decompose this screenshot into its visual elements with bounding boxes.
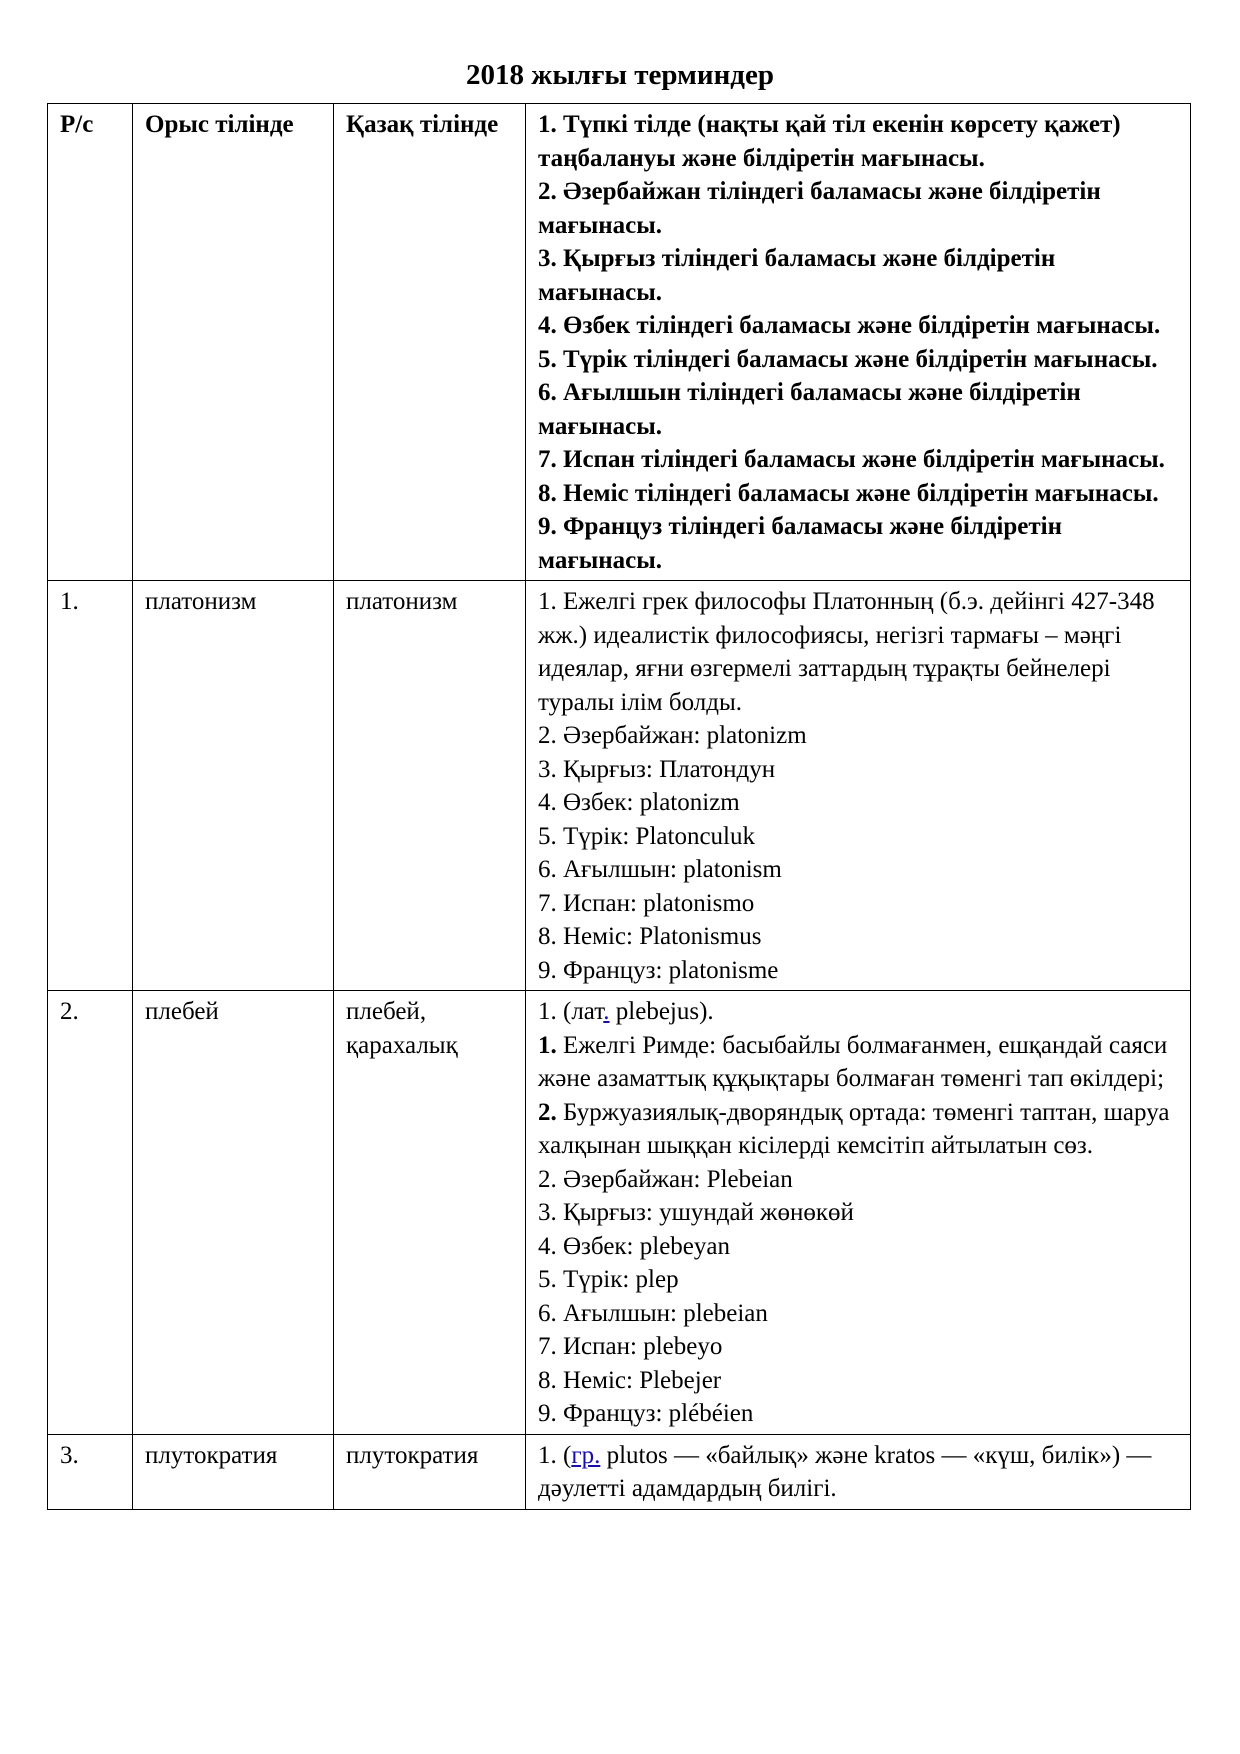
term-kazakh: плебей, қарахалық xyxy=(334,991,526,1435)
header-num: Р/с xyxy=(48,104,133,581)
desc-line: 4. Өзбек: platonizm xyxy=(538,789,740,816)
desc-line: 6. Ағылшын: platonism xyxy=(538,856,782,883)
table-row xyxy=(48,991,1191,1435)
desc-text: 1. ( xyxy=(538,1441,572,1469)
abbrev-link[interactable]: . xyxy=(603,998,610,1025)
header-desc-line: 5. Түрік тіліндегі баламасы және білдіретін мағынасы. xyxy=(538,345,1158,373)
desc-text: plutos — «байлық» және kratos — «күш, билік») — дәулетті адамдардың билігі. xyxy=(538,1441,1152,1502)
page-title: 2018 жылғы терминдер xyxy=(466,59,774,91)
header-desc-line: 3. Қырғыз тіліндегі баламасы және білдіретін мағынасы. xyxy=(538,245,1056,306)
definition-number: 2. xyxy=(538,1098,557,1126)
desc-line: 2. Әзербайжан: Plebeian xyxy=(538,1165,793,1193)
header-desc-line: 6. Ағылшын тіліндегі баламасы және білдіретін мағынасы. xyxy=(538,379,1081,440)
table-header-row xyxy=(48,104,1191,581)
term-russian: плебей xyxy=(133,991,334,1435)
desc-line: 9. Француз: platonisme xyxy=(538,956,779,984)
desc-intro-text: 1. (лат xyxy=(538,998,604,1025)
header-desc-line: 9. Француз тіліндегі баламасы және білдіретін мағынасы. xyxy=(538,513,1063,574)
abbrev-link[interactable]: гр. xyxy=(571,1441,601,1469)
desc-intro-text: plebejus). xyxy=(609,998,714,1025)
desc-line: 8. Неміс: Plebejer xyxy=(538,1366,722,1394)
row-num: 2. xyxy=(48,991,133,1435)
table-row xyxy=(48,581,1191,991)
term-description xyxy=(526,991,1191,1435)
term-description xyxy=(526,1434,1191,1509)
desc-line: 4. Өзбек: plebeyan xyxy=(538,1232,730,1260)
header-description xyxy=(526,104,1191,581)
header-desc-line: 4. Өзбек тіліндегі баламасы және білдіретін мағынасы. xyxy=(538,312,1161,339)
desc-line: 8. Неміс: Platonismus xyxy=(538,923,762,950)
definition-number: 1. xyxy=(538,1031,557,1059)
term-russian: платонизм xyxy=(133,581,334,991)
term-kazakh: платонизм xyxy=(334,581,526,991)
row-num: 3. xyxy=(48,1434,133,1509)
header-russian: Орыс тілінде xyxy=(133,104,334,581)
desc-line: 7. Испан: plebeyo xyxy=(538,1333,723,1360)
definition-text: Буржуазиялық-дворяндық ортада: төменгі таптан, шаруа халқынан шыққан кісілерді кемсітіп айтылатын сөз. xyxy=(538,1098,1170,1159)
desc-line: 5. Түрік: Platonculuk xyxy=(538,822,755,850)
term-russian: плутократия xyxy=(133,1434,334,1509)
desc-line: 3. Қырғыз: Платондун xyxy=(538,755,776,783)
definition-1 xyxy=(538,1029,1181,1096)
desc-line: 5. Түрік: plep xyxy=(538,1266,679,1293)
desc-line: 6. Ағылшын: plebeian xyxy=(538,1299,768,1327)
term-description xyxy=(526,581,1191,991)
desc-line: 9. Француз: plébéien xyxy=(538,1400,754,1427)
header-desc-line: 7. Испан тіліндегі баламасы және білдіретін мағынасы. xyxy=(538,446,1165,473)
term-kazakh: плутократия xyxy=(334,1434,526,1509)
definition-text: Ежелгі Римде: басыбайлы болмағанмен, ешқандай саяси және азаматтық құқықтары болмаған төменгі тап өкілдері; xyxy=(538,1031,1168,1092)
desc-line xyxy=(538,995,1181,1029)
desc-line: 3. Қырғыз: ушундай жөнөкөй xyxy=(538,1199,854,1226)
header-kazakh: Қазақ тілінде xyxy=(334,104,526,581)
desc-line: 2. Әзербайжан: platonizm xyxy=(538,722,807,749)
header-desc-line: 8. Неміс тіліндегі баламасы және білдіретін мағынасы. xyxy=(538,479,1159,507)
header-desc-line: 1. Түпкі тілде (нақты қай тіл екенін көрсету қажет) таңбалануы және білдіретін мағынасы. xyxy=(538,111,1121,172)
terms-table xyxy=(47,103,1191,1510)
desc-line: 1. Ежелгі грек философы Платонның (б.э. дейінгі 427-348 жж.) идеалистік философиясы, негізгі тармағы – мәңгі идеялар, яғни өзгермелі заттардың тұрақты бейнелері туралы ілім болды. xyxy=(538,588,1155,716)
desc-line: 7. Испан: platonismo xyxy=(538,889,755,917)
definition-2 xyxy=(538,1096,1181,1163)
table-row xyxy=(48,1434,1191,1509)
row-num: 1. xyxy=(48,581,133,991)
desc-line xyxy=(538,1439,1181,1506)
header-desc-line: 2. Әзербайжан тіліндегі баламасы және білдіретін мағынасы. xyxy=(538,178,1101,239)
